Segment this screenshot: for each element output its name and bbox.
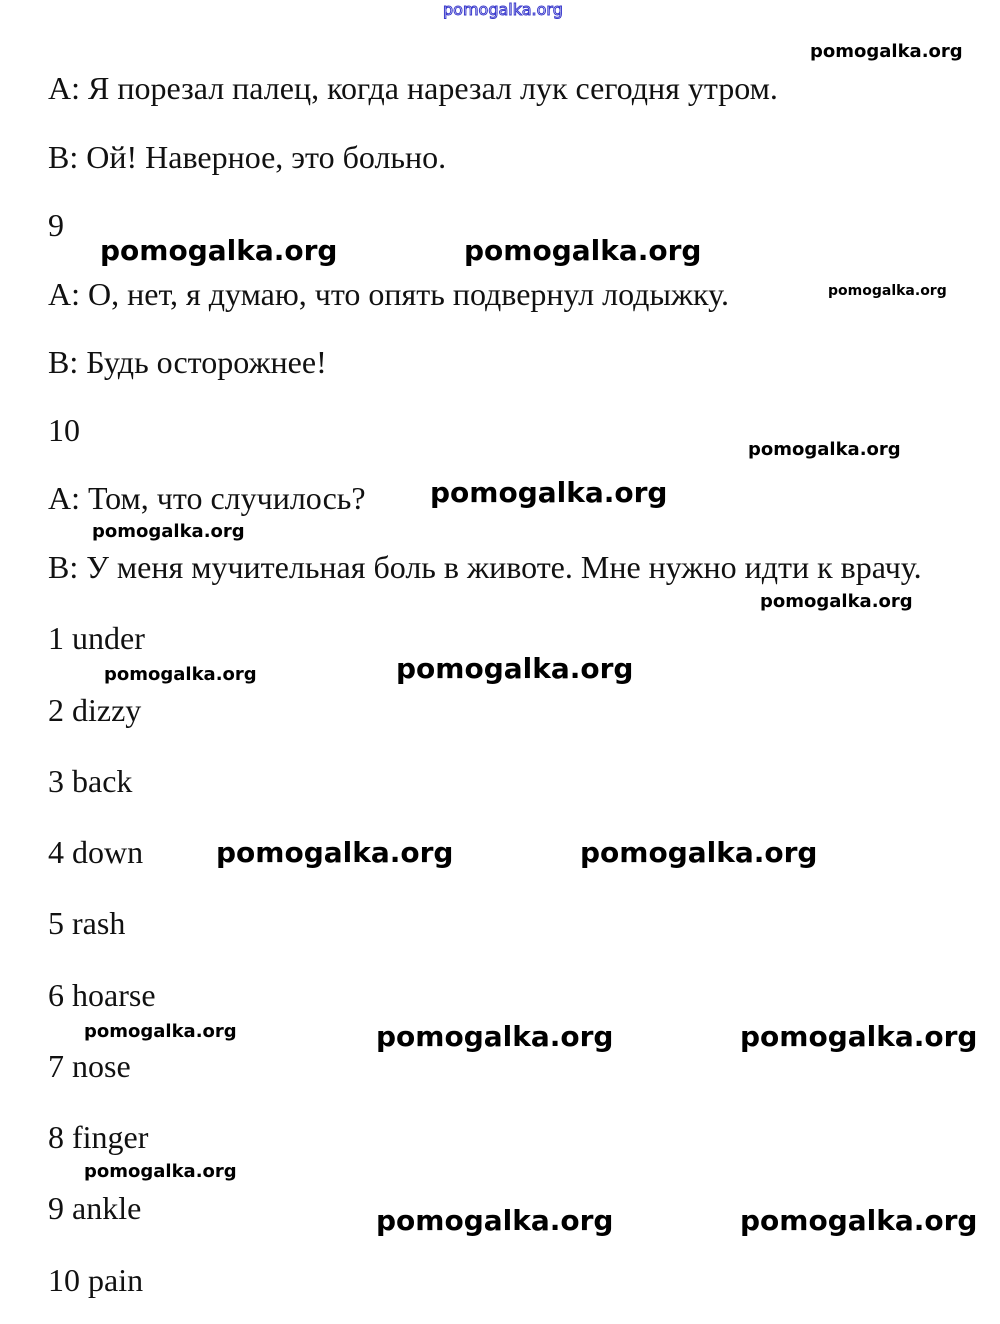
watermark: pomogalka.org [740,1020,978,1053]
watermark: pomogalka.org [216,836,454,869]
answer-item: 5 rash [48,905,126,941]
dialogue-line: A: Том, что случилось? [48,480,366,516]
dialogue-line: B: Ой! Наверное, это больно. [48,139,447,175]
watermark: pomogalka.org [376,1204,614,1237]
header-watermark: pomogalka.org [443,0,563,19]
watermark: pomogalka.org [580,836,818,869]
dialogue-line: B: Будь осторожнее! [48,344,327,380]
answer-item: 4 down [48,834,144,870]
watermark: pomogalka.org [760,591,913,612]
watermark: pomogalka.org [100,234,338,267]
answer-item: 8 finger [48,1119,149,1155]
answer-item: 1 under [48,620,145,656]
watermark: pomogalka.org [740,1204,978,1237]
watermark: pomogalka.org [104,664,257,685]
watermark: pomogalka.org [810,41,963,62]
exercise-number: 9 [48,207,64,243]
answer-item: 6 hoarse [48,977,156,1013]
watermark: pomogalka.org [748,439,901,460]
watermark: pomogalka.org [828,283,947,299]
answer-item: 3 back [48,763,133,799]
exercise-number: 10 [48,412,80,448]
watermark: pomogalka.org [92,521,245,542]
watermark: pomogalka.org [464,234,702,267]
answer-item: 9 ankle [48,1190,142,1226]
watermark: pomogalka.org [376,1020,614,1053]
answer-item: 10 pain [48,1262,144,1298]
answer-item: 7 nose [48,1048,131,1084]
answer-item: 2 dizzy [48,692,142,728]
dialogue-line: A: О, нет, я думаю, что опять подвернул лодыжку. [48,276,729,312]
watermark: pomogalka.org [84,1161,237,1182]
watermark: pomogalka.org [84,1021,237,1042]
dialogue-line: B: У меня мучительная боль в животе. Мне нужно идти к врачу. [48,549,922,585]
dialogue-line: A: Я порезал палец, когда нарезал лук сегодня утром. [48,70,778,106]
watermark: pomogalka.org [396,652,634,685]
watermark: pomogalka.org [430,476,668,509]
